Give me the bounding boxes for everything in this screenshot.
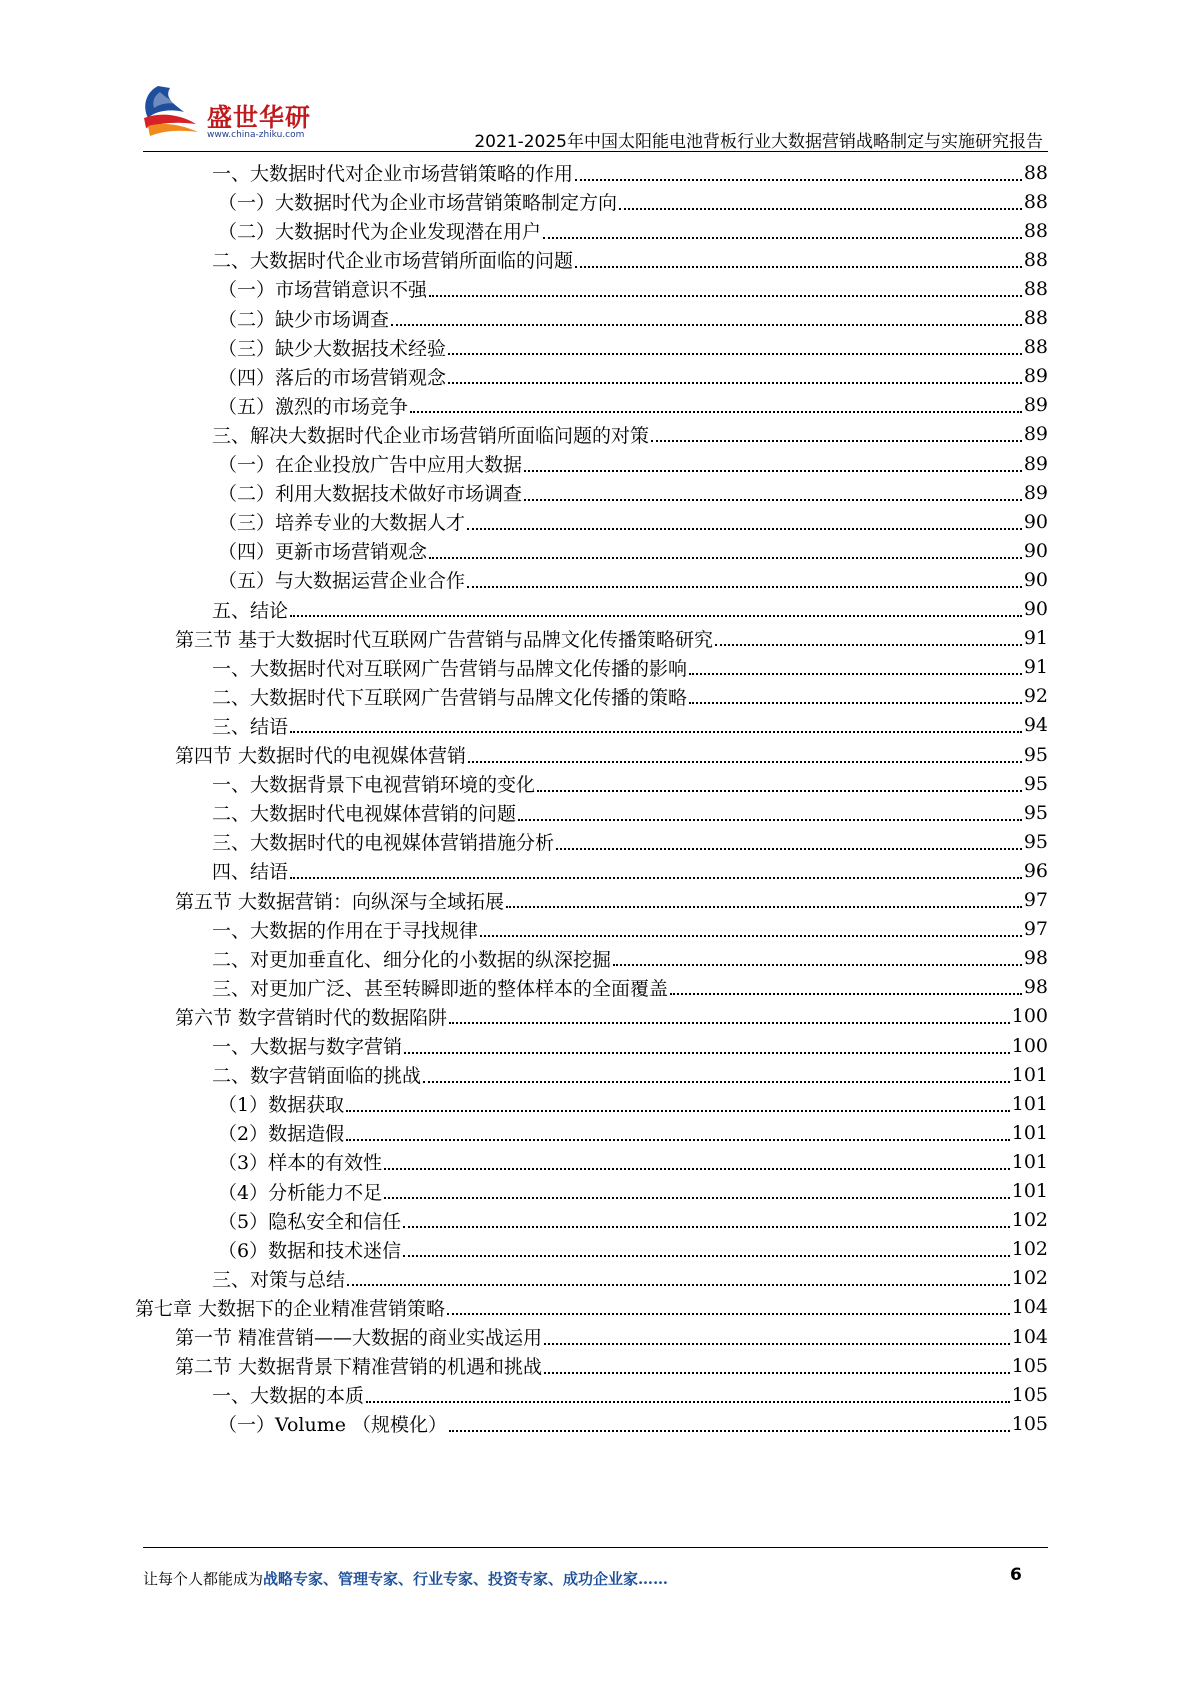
toc-entry-page: 101 [1011,1121,1048,1144]
toc-entry-page: 98 [1023,976,1048,999]
toc-entry-title: 一、大数据的本质 [212,1385,365,1408]
toc-entry[interactable] [212,1379,1048,1410]
toc-entry-page: 102 [1011,1238,1048,1261]
toc-entry-title: （1）数据获取 [218,1094,345,1117]
toc-leader-dots [480,935,1022,937]
toc-entry-page: 90 [1023,568,1048,591]
toc-entry[interactable] [218,535,1048,566]
toc-entry-title: （3）样本的有效性 [218,1152,383,1175]
toc-entry-title: （一）大数据时代为企业市场营销策略制定方向 [218,192,618,215]
toc-entry-title: 第七章 大数据下的企业精准营销策略 [135,1297,446,1320]
footer-slogan [143,1568,668,1589]
toc-entry-title: 第二节 大数据背景下精准营销的机遇和挑战 [175,1356,543,1379]
logo-url: www.china-zhiku.com [207,130,305,140]
toc-entry[interactable] [175,1321,1048,1352]
toc-entry[interactable] [212,594,1048,625]
toc-entry-title: （4）分析能力不足 [218,1181,383,1204]
toc-entry[interactable] [175,1350,1048,1381]
toc-entry[interactable] [218,564,1048,595]
toc-entry-title: （2）数据造假 [218,1123,345,1146]
toc-leader-dots [524,470,1022,472]
toc-entry-page: 88 [1023,277,1048,300]
toc-leader-dots [670,993,1022,995]
toc-entry[interactable] [218,1088,1048,1119]
toc-entry[interactable] [212,768,1048,799]
toc-entry-title: 二、大数据时代电视媒体营销的问题 [212,803,517,826]
toc-leader-dots [404,1052,1010,1054]
toc-entry[interactable] [218,1234,1048,1265]
toc-entry-title: 一、大数据时代对互联网广告营销与品牌文化传播的影响 [212,657,688,680]
toc-entry[interactable] [218,303,1048,334]
toc-leader-dots [556,848,1022,850]
toc-leader-dots [429,295,1022,297]
toc-entry[interactable] [218,448,1048,479]
toc-entry[interactable] [212,797,1048,828]
header-rule [143,151,1048,152]
toc-entry[interactable] [212,972,1048,1003]
toc-entry-title: （四）更新市场营销观念 [218,541,428,564]
toc-entry[interactable] [218,390,1048,421]
toc-entry-page: 101 [1011,1150,1048,1173]
toc-leader-dots [467,586,1022,588]
toc-entry-page: 95 [1023,801,1048,824]
toc-entry-page: 92 [1023,685,1048,708]
toc-entry[interactable] [212,652,1048,683]
footer-slogan-emphasis: 战略专家、管理专家、行业专家、投资专家、成功企业家…… [263,1570,669,1588]
toc-entry-page: 97 [1023,889,1048,911]
toc-entry-title: （四）落后的市场营销观念 [218,366,447,389]
toc-entry[interactable] [218,1176,1048,1207]
toc-leader-dots [613,964,1022,966]
toc-leader-dots [347,1284,1010,1286]
toc-leader-dots [448,353,1022,355]
toc-entry[interactable] [212,826,1048,857]
toc-entry-title: （一）市场营销意识不强 [218,279,428,302]
toc-entry[interactable] [218,361,1048,392]
toc-entry-page: 105 [1011,1354,1048,1377]
toc-entry-page: 89 [1023,394,1048,417]
toc-entry-title: 五、结论 [212,599,289,622]
toc-leader-dots [403,1226,1010,1228]
toc-entry-page: 98 [1023,947,1048,970]
toc-entry[interactable] [212,1030,1048,1061]
toc-entry-page: 91 [1023,656,1048,679]
toc-entry-page: 100 [1011,1005,1048,1028]
footer-rule [143,1547,1048,1548]
toc-entry-title: 四、结语 [212,861,289,884]
document-title: 2021-2025年中国太阳能电池背板行业大数据营销战略制定与实施研究报告 [474,132,1043,152]
toc-leader-dots [518,819,1022,821]
toc-leader-dots [449,1022,1010,1024]
toc-entry[interactable] [218,332,1048,363]
toc-entry[interactable] [218,1117,1048,1148]
toc-entry-title: （三）缺少大数据技术经验 [218,337,447,360]
toc-entry-title: 第六节 数字营销时代的数据陷阱 [175,1006,448,1029]
toc-entry[interactable] [212,855,1048,886]
toc-leader-dots [290,731,1022,733]
toc-leader-dots [384,1168,1010,1170]
footer-slogan-prefix: 让每个人都能成为 [143,1570,264,1588]
toc-entry-page: 104 [1011,1296,1048,1319]
toc-entry-page: 89 [1023,423,1048,446]
toc-leader-dots [575,266,1022,268]
toc-leader-dots [384,1197,1010,1199]
toc-entry-page: 88 [1023,161,1048,184]
toc-leader-dots [468,761,1022,763]
toc-entry[interactable] [218,1205,1048,1236]
toc-entry-page: 102 [1011,1267,1048,1290]
toc-entry-title: 三、大数据时代的电视媒体营销措施分析 [212,832,555,855]
toc-entry-page: 102 [1011,1209,1048,1232]
toc-entry-page: 94 [1023,714,1048,737]
toc-entry-title: 一、大数据的作用在于寻找规律 [212,919,479,942]
toc-entry-page: 95 [1023,772,1048,795]
toc-entry-page: 95 [1023,743,1048,766]
toc-entry-title: 三、对更加广泛、甚至转瞬即逝的整体样本的全面覆盖 [212,977,669,1000]
toc-entry[interactable] [218,506,1048,537]
toc-entry[interactable] [212,943,1048,974]
toc-entry-title: 第五节 大数据营销：向纵深与全域拓展 [175,890,505,913]
toc-entry-title: 第四节 大数据时代的电视媒体营销 [175,745,467,767]
toc-leader-dots [447,1313,1010,1315]
toc-entry-title: （五）激烈的市场竞争 [218,395,409,418]
toc-entry-title: （三）培养专业的大数据人才 [218,512,466,535]
toc-entry[interactable] [218,273,1048,304]
toc-entry-title: （二）大数据时代为企业发现潜在用户 [218,221,542,244]
toc-entry-title: 第三节 基于大数据时代互联网广告营销与品牌文化传播策略研究 [175,628,714,651]
toc-leader-dots [366,1401,1010,1403]
toc-leader-dots [448,382,1022,384]
toc-leader-dots [689,673,1022,675]
toc-entry-page: 104 [1011,1325,1048,1348]
toc-entry-page: 90 [1023,598,1048,620]
toc-leader-dots [449,1430,1010,1432]
toc-entry-page: 91 [1023,627,1048,650]
toc-entry-page: 88 [1023,248,1048,271]
toc-entry-page: 96 [1023,859,1048,882]
toc-entry-title: 二、对更加垂直化、细分化的小数据的纵深挖掘 [212,948,612,971]
page-number: 6 [1010,1565,1022,1585]
toc-leader-dots [423,1081,1010,1083]
toc-leader-dots [524,499,1022,501]
toc-entry-title: 三、解决大数据时代企业市场营销所面临问题的对策 [212,424,650,447]
toc-entry[interactable] [212,710,1048,741]
toc-entry-title: 一、大数据背景下电视营销环境的变化 [212,774,536,797]
toc-entry-title: （二）利用大数据技术做好市场调查 [218,483,523,506]
toc-leader-dots [346,1139,1010,1141]
toc-entry[interactable] [212,914,1048,945]
toc-entry-title: （五）与大数据运营企业合作 [218,570,466,593]
toc-entry-title: （6）数据和技术迷信 [218,1239,402,1262]
toc-entry-page: 105 [1011,1383,1048,1406]
toc-leader-dots [506,906,1022,908]
toc-leader-dots [544,1343,1010,1345]
toc-entry-page: 89 [1023,365,1048,388]
toc-entry[interactable] [135,1292,1048,1323]
toc-entry[interactable] [218,1408,1048,1439]
toc-entry[interactable] [212,1059,1048,1090]
toc-entry[interactable] [175,1001,1048,1032]
toc-entry[interactable] [175,739,1048,770]
toc-leader-dots [575,179,1022,181]
toc-entry[interactable] [212,681,1048,712]
toc-entry[interactable] [218,186,1048,217]
toc-leader-dots [429,557,1022,559]
toc-entry-title: （5）隐私安全和信任 [218,1210,402,1233]
toc-entry-page: 90 [1023,539,1048,562]
toc-leader-dots [543,237,1022,239]
toc-entry[interactable] [218,477,1048,508]
toc-entry-page: 101 [1011,1092,1048,1115]
logo-name: 盛世华研 [207,103,312,132]
toc-entry-page: 101 [1011,1063,1048,1086]
toc-entry-title: （一）在企业投放广告中应用大数据 [218,454,523,476]
toc-entry[interactable] [218,215,1048,246]
toc-leader-dots [715,644,1022,646]
toc-entry-title: 二、大数据时代下互联网广告营销与品牌文化传播的策略 [212,686,688,709]
toc-entry-page: 88 [1023,219,1048,242]
toc-leader-dots [544,1372,1010,1374]
toc-entry-title: 三、结语 [212,715,289,738]
toc-leader-dots [410,411,1022,413]
toc-entry-title: （二）缺少市场调查 [218,308,390,331]
toc-leader-dots [290,877,1022,879]
toc-entry-title: 一、大数据时代对企业市场营销策略的作用 [212,163,574,185]
toc-leader-dots [290,615,1022,617]
toc-entry-page: 105 [1011,1412,1048,1435]
toc-entry[interactable] [175,885,1048,916]
toc-entry-title: 第一节 精准营销——大数据的商业实战运用 [175,1327,543,1349]
toc-leader-dots [346,1110,1010,1112]
toc-entry[interactable] [212,157,1048,188]
toc-entry[interactable] [212,244,1048,275]
toc-entry-page: 100 [1011,1034,1048,1057]
toc-entry-page: 97 [1023,918,1048,941]
toc-leader-dots [467,528,1022,530]
toc-entry-page: 95 [1023,830,1048,853]
toc-entry-title: 三、对策与总结 [212,1268,346,1291]
toc-entry-title: 一、大数据与数字营销 [212,1036,403,1058]
toc-entry[interactable] [212,419,1048,450]
toc-leader-dots [619,208,1022,210]
toc-entry-page: 101 [1011,1180,1048,1202]
toc-entry-page: 89 [1023,452,1048,475]
toc-entry[interactable] [218,1146,1048,1177]
toc-entry-page: 88 [1023,190,1048,213]
toc-entry[interactable] [212,1263,1048,1294]
toc-leader-dots [689,702,1022,704]
toc-entry-title: （一）Volume （规模化） [218,1414,448,1437]
toc-entry-title: 二、大数据时代企业市场营销所面临的问题 [212,250,574,273]
toc-entry-title: 二、数字营销面临的挑战 [212,1065,422,1088]
toc-entry-page: 88 [1023,307,1048,329]
toc-leader-dots [537,790,1022,792]
toc-leader-dots [403,1255,1010,1257]
toc-entry-page: 88 [1023,336,1048,359]
toc-entry[interactable] [175,623,1048,654]
toc-leader-dots [651,440,1022,442]
toc-leader-dots [391,324,1022,326]
toc-entry-page: 89 [1023,481,1048,504]
toc-entry-page: 90 [1023,510,1048,533]
